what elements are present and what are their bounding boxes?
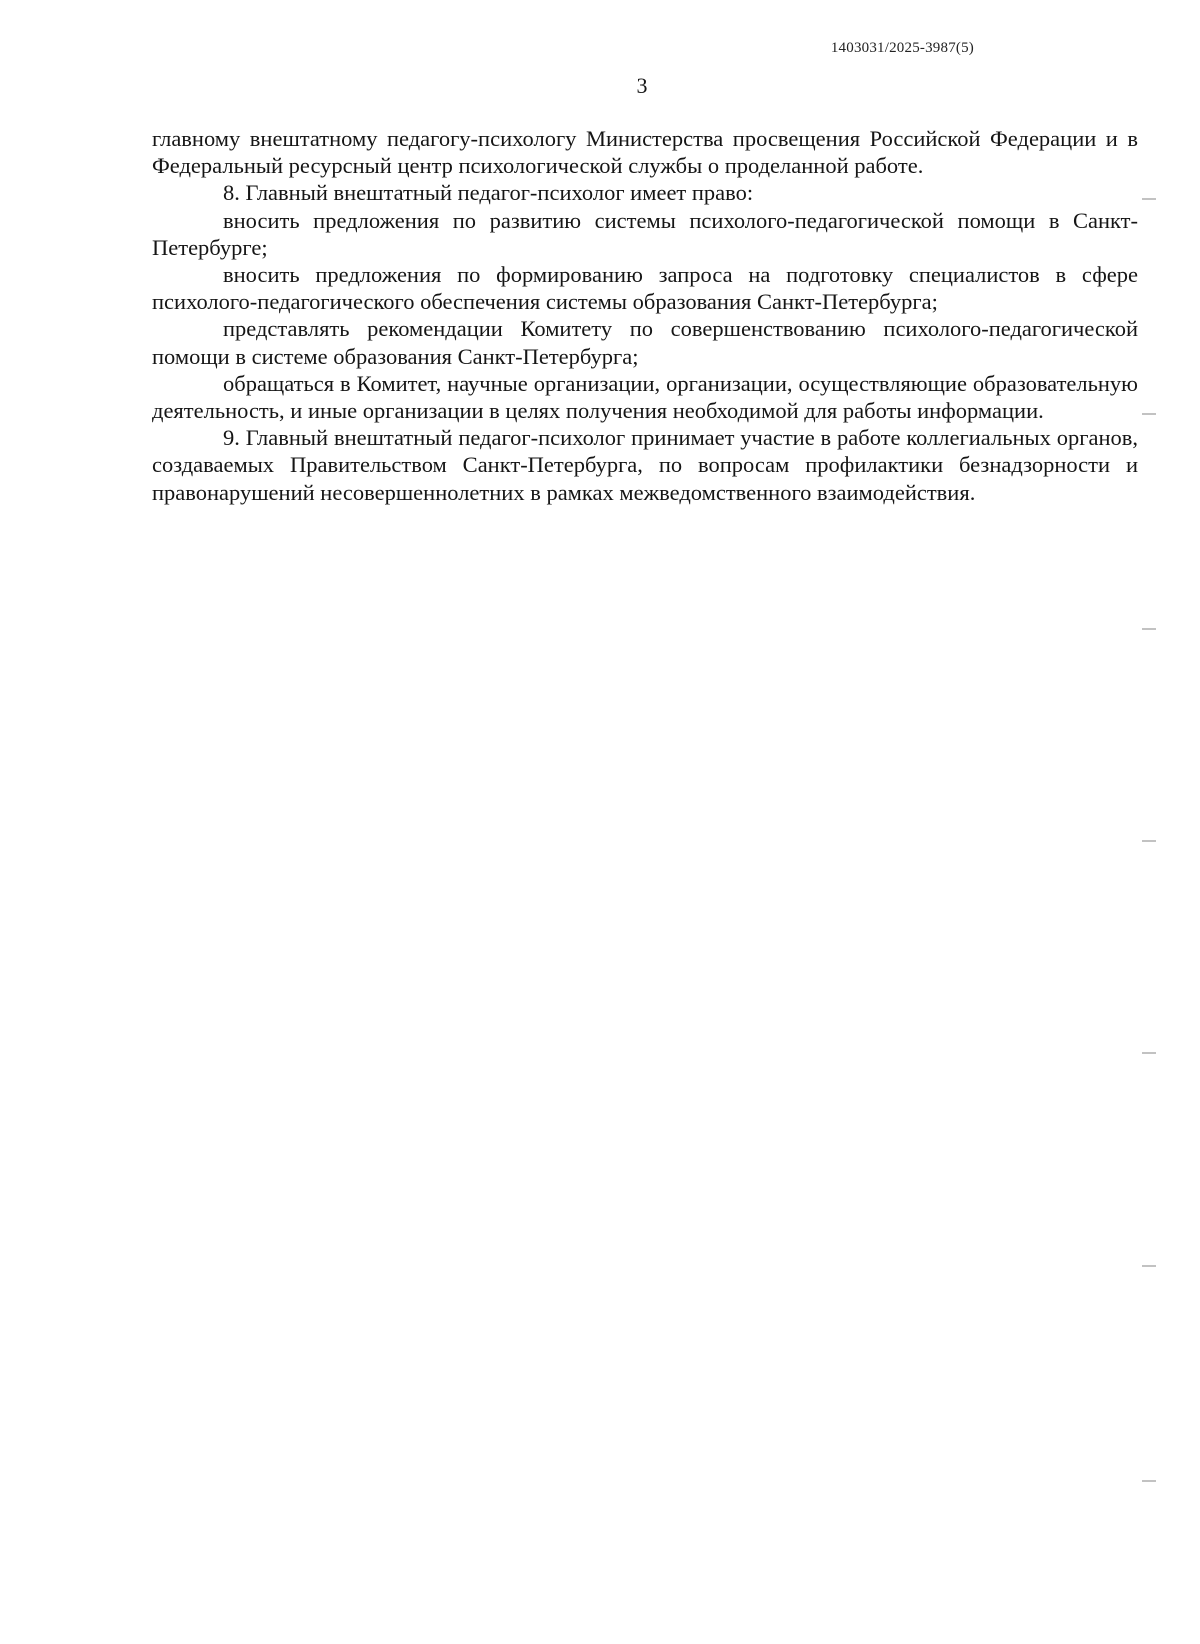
scan-artifact [1142, 413, 1156, 415]
scan-artifact [1142, 1480, 1156, 1482]
scan-artifact [1142, 1265, 1156, 1267]
paragraph-report-continuation: главному внештатному педагогу-психологу Министерства просвещения Российской Федерации и в Федеральный ресурсный центр психологической службы о проделанной работе. [152, 126, 1138, 179]
page-number: 3 [636, 73, 648, 98]
scan-artifact [1142, 1052, 1156, 1054]
paragraph-section-8-heading: 8. Главный внештатный педагог-психолог имеет право: [223, 180, 754, 206]
paragraph-right-proposals-development: вносить предложения по развитию системы психолого-педагогической помощи в Санкт-Петербурге; [152, 207, 1138, 260]
paragraph-section-9: 9. Главный внештатный педагог-психолог принимает участие в работе коллегиальных органов, создаваемых Правительством Санкт-Петербурга, по вопросам профилактики безнадзорности и правонарушений несовершеннолетних в рамках межведомственного взаимодействия. [152, 425, 1138, 505]
document-body [152, 125, 1138, 506]
scan-artifact [1142, 840, 1156, 842]
scan-artifact [1142, 628, 1156, 630]
paragraph-right-requests: обращаться в Комитет, научные организации, организации, осуществляющие образовательную деятельность, и иные организации в целях получения необходимой для работы информации. [152, 370, 1138, 424]
scan-artifact [1142, 198, 1156, 200]
paragraph-right-recommendations: представлять рекомендации Комитету по совершенствованию психолого-педагогической помощи в системе образования Санкт-Петербурга; [152, 316, 1138, 369]
paragraph-right-proposals-training: вносить предложения по формированию запроса на подготовку специалистов в сфере психолого-педагогического обеспечения системы образования Санкт-Петербурга; [152, 262, 1138, 315]
registration-number: 1403031/2025-3987(5) [830, 40, 974, 56]
